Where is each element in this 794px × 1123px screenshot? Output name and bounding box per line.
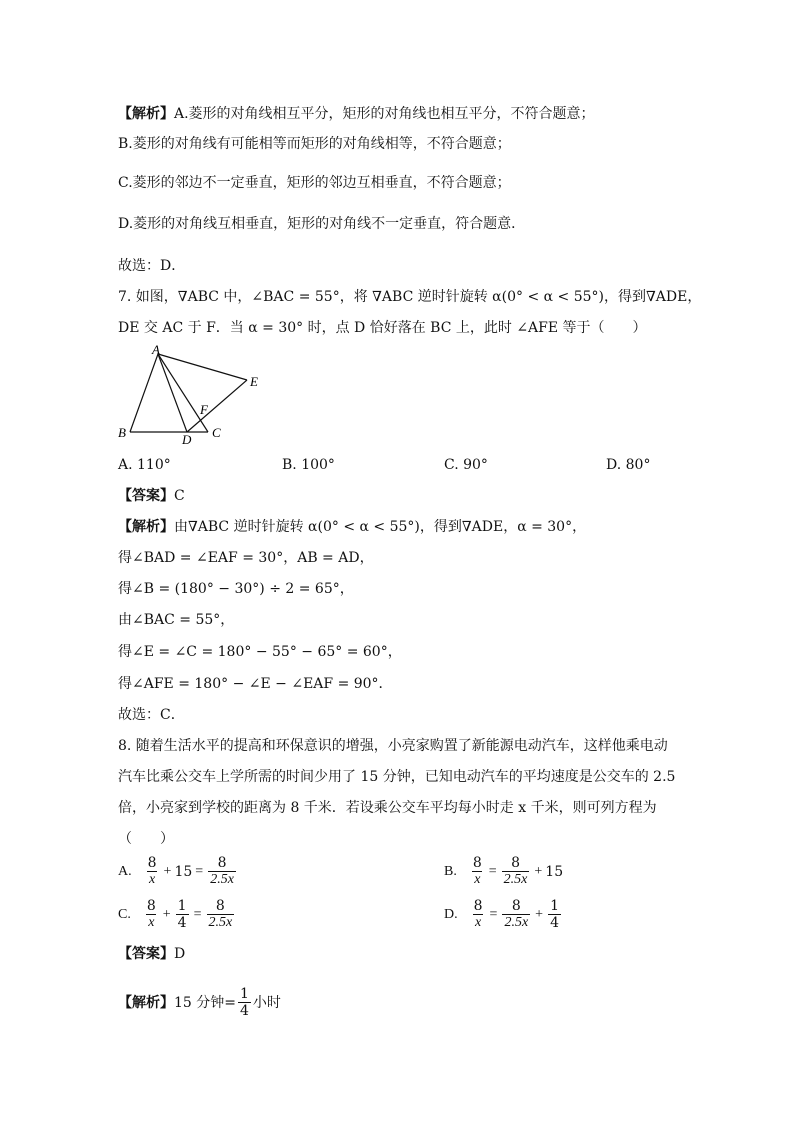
q7-analysis-line2: 得∠BAD = ∠EAF = 30°，AB = AD， [118, 550, 374, 566]
q8-stem-line2: 汽车比乘公交车上学所需的时间少用了 15 分钟，已知电动汽车的平均速度是公交车的 2.5 [118, 769, 676, 785]
q7-analysis-line5: 得∠E = ∠C = 180° − 55° − 65° = 60°， [118, 644, 402, 660]
label-f: F [200, 402, 208, 417]
q6-conclusion: 故选：D． [118, 258, 186, 274]
q8-option-c: C. $\frac{8}{x}$ + $\frac{1}{4}$ = $\frac{8}{2.5x}$ [118, 898, 233, 931]
q7-analysis-line4: 由∠BAC = 55°， [118, 612, 235, 628]
q6-analysis-line-b: B.菱形的对角线有可能相等而矩形的对角线相等，不符合题意； [118, 136, 511, 152]
analysis-tag: 【解析】 [118, 994, 174, 1011]
fraction: $\frac{8}{2.5x}$ [504, 898, 529, 930]
label-b: B [118, 425, 126, 440]
answer-tag: 【答案】 [118, 488, 174, 504]
q8-analysis-pre: 15 分钟= [174, 994, 236, 1011]
q8-answer-value: D [174, 946, 186, 962]
q7-answer [118, 486, 185, 506]
fraction: $\frac{8}{x}$ [147, 855, 157, 887]
q6-analysis-line-c: C.菱形的邻边不一定垂直，矩形的邻边互相垂直，不符合题意； [118, 175, 511, 191]
answer-tag: 【答案】 [118, 946, 174, 962]
option-label: A. [118, 863, 132, 879]
q8-analysis [118, 986, 281, 1019]
q8-option-a: A. $\frac{8}{x}$ + 15 = $\frac{8}{2.5x}$ [118, 855, 234, 887]
number: 15 [174, 863, 193, 880]
q7-option-d: D. 80° [606, 457, 651, 473]
q6-analysis-line-d: D.菱形的对角线互相垂直，矩形的对角线不一定垂直，符合题意． [118, 216, 526, 232]
label-d: D [182, 432, 192, 447]
fraction: $\frac{8}{2.5x}$ [210, 855, 234, 887]
q8-option-b: B. $\frac{8}{x}$ = $\frac{8}{2.5x}$ + 15 [444, 855, 564, 887]
q7-analysis-line3: 得∠B = (180° − 30°) ÷ 2 = 65°， [118, 581, 354, 597]
fraction: $\frac{8}{x}$ [473, 898, 483, 930]
q6-line-a-text: A.菱形的对角线相互平分，矩形的对角线也相互平分，不符合题意； [174, 106, 595, 122]
number: 15 [545, 863, 564, 880]
q7-triangle-figure [114, 342, 274, 448]
q8-option-d: D. $\frac{8}{x}$ = $\frac{8}{2.5x}$ + $\frac{1}{4}$ [444, 898, 559, 931]
label-a: A [152, 342, 160, 357]
edge-ae [158, 354, 247, 380]
fraction: $\frac{8}{2.5x}$ [503, 855, 528, 887]
q7-stem-line2: DE 交 AC 于 F．当 α = 30° 时，点 D 恰好落在 BC 上，此时 ∠AFE 等于（ ） [118, 320, 647, 336]
option-label: D. [444, 906, 458, 922]
q8-stem-line3: 倍，小亮家到学校的距离为 8 千米．若设乘公交车平均每小时走 x 千米，则可列方程为 [118, 800, 657, 816]
label-c: C [212, 425, 221, 440]
fraction: $\frac{8}{x}$ [146, 898, 156, 930]
fraction: $\frac{8}{2.5x}$ [208, 898, 233, 930]
fraction: $\frac{8}{x}$ [472, 855, 482, 887]
analysis-tag: 【解析】 [118, 519, 174, 535]
q8-stem-line4: （ ） [118, 831, 174, 847]
option-label: B. [444, 863, 457, 879]
option-label: C. [118, 906, 131, 922]
q6-analysis-line-a [118, 104, 595, 124]
q8-answer [118, 944, 185, 964]
analysis-tag: 【解析】 [118, 106, 174, 122]
q7-option-a: A. 110° [118, 457, 171, 473]
fraction: $\frac{1}{4}$ [177, 898, 187, 931]
fraction-one-quarter: $\frac{1}{4}$ [240, 986, 249, 1019]
q7-option-c: C. 90° [444, 457, 488, 473]
q7-analysis-line1-text: 由∇ABC 逆时针旋转 α(0° < α < 55°)，得到∇ADE，α = 30°， [174, 519, 587, 535]
fraction: $\frac{1}{4}$ [550, 898, 559, 931]
q7-answer-value: C [174, 488, 185, 504]
label-e: E [250, 374, 258, 389]
q7-stem-line1: 7. 如图，∇ABC 中，∠BAC = 55°，将 ∇ABC 逆时针旋转 α(0° < α < 55°)，得到∇ADE， [118, 289, 702, 305]
q7-analysis-line6: 得∠AFE = 180° − ∠E − ∠EAF = 90°． [118, 676, 393, 692]
edge-ab [130, 354, 158, 432]
q7-analysis-line1 [118, 517, 586, 537]
q8-stem-line1: 8. 随着生活水平的提高和环保意识的增强，小亮家购置了新能源电动汽车，这样他乘电动 [118, 738, 668, 754]
q7-conclusion: 故选：C． [118, 707, 185, 723]
q7-option-b: B. 100° [282, 457, 335, 473]
q8-analysis-post: 小时 [252, 994, 281, 1011]
